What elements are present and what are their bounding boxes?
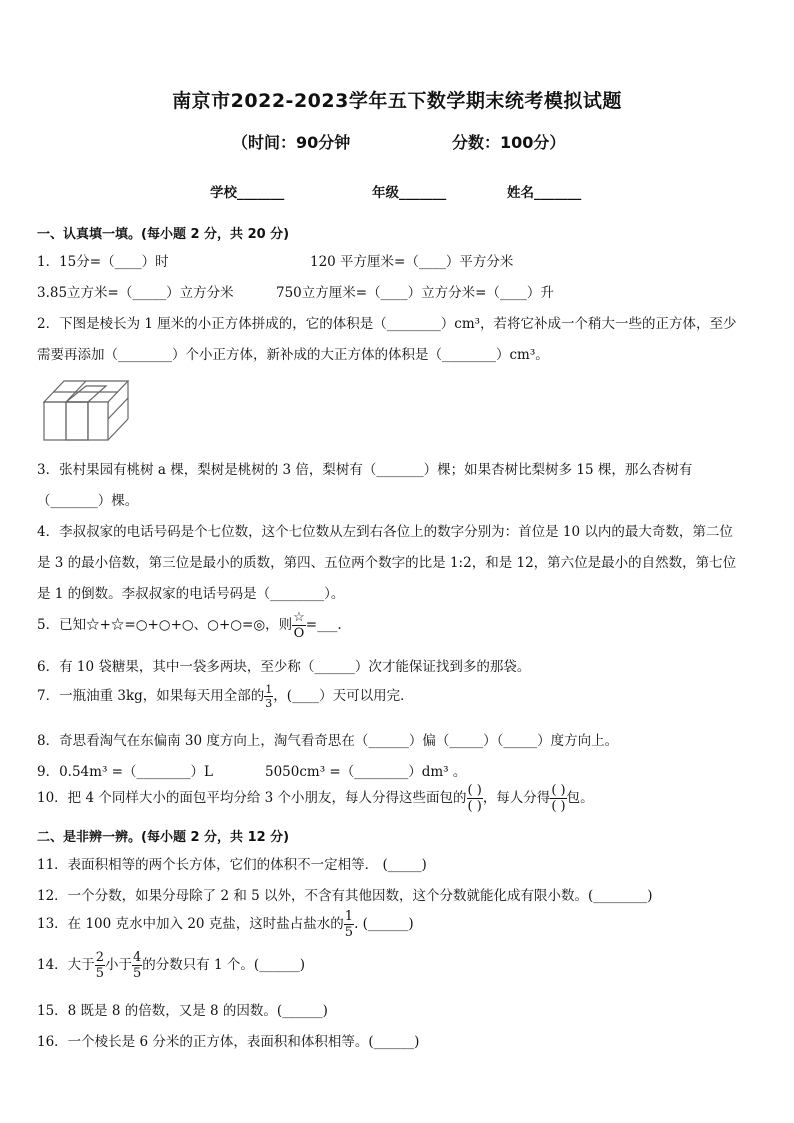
blank-fraction-1[interactable]: $\frac{( )}{( )}$ bbox=[467, 783, 482, 814]
question-2-line2: 需要再添加（________）个小正方体，新补成的大正方体的体积是（________）cm³。 bbox=[37, 347, 549, 363]
question-9b: 5050cm³ =（________）dm³ 。 bbox=[265, 764, 467, 780]
one-fifth-fraction: $\frac{1}{5}$ bbox=[344, 909, 354, 940]
question-8: 8．奇思看淘气在东偏南 30 度方向上，淘气看奇思在（______）偏（_____）（_____）度方向上。 bbox=[37, 733, 619, 749]
cube-stack-figure bbox=[40, 376, 136, 444]
question-1b: 120 平方厘米=（____）平方分米 bbox=[310, 254, 514, 270]
question-1c: 3.85立方米=（_____）立方分米 bbox=[37, 285, 234, 301]
page-title: 南京市2022-2023学年五下数学期末统考模拟试题 bbox=[172, 90, 622, 112]
question-16: 16．一个棱长是 6 分米的正方体，表面积和体积相等。(______) bbox=[37, 1034, 420, 1050]
question-4-line1: 4．李叔叔家的电话号码是个七位数，这个七位数从左到右各位上的数字分别为：首位是 10 以内的最大奇数，第二位 bbox=[37, 524, 733, 540]
exam-score: 分数：100分） bbox=[452, 133, 566, 152]
question-3-line1: 3．张村果园有桃树 a 棵，梨树是桃树的 3 倍，梨树有（_______）棵；如果杏树比梨树多 15 棵，那么杏树有 bbox=[37, 462, 693, 478]
question-13: 13．在 100 克水中加入 20 克盐，这时盐占盐水的 $\frac{1}{5}$ . (______) bbox=[37, 909, 414, 940]
question-9a: 9．0.54m³ =（________）L bbox=[37, 764, 213, 780]
question-5: 5．已知☆+☆=○+○+○、○+○=◎，则 $\frac{☆}{O}$ =___. bbox=[37, 610, 342, 641]
question-4-line3: 是 1 的倒数。李叔叔家的电话号码是（________）。 bbox=[37, 586, 345, 602]
question-11: 11．表面积相等的两个长方体，它们的体积不一定相等． (_____) bbox=[37, 857, 427, 873]
school-field[interactable]: 学校_______ bbox=[210, 185, 285, 201]
four-fifths-fraction: $\frac{4}{5}$ bbox=[132, 950, 142, 981]
name-field[interactable]: 姓名_______ bbox=[507, 185, 582, 201]
question-12: 12．一个分数，如果分母除了 2 和 5 以外，不含有其他因数，这个分数就能化成有限小数。(________) bbox=[37, 888, 653, 904]
star-over-circle-fraction: $\frac{☆}{O}$ bbox=[293, 610, 305, 641]
blank-fraction-2[interactable]: $\frac{( )}{( )}$ bbox=[551, 783, 566, 814]
grade-field[interactable]: 年级_______ bbox=[372, 185, 447, 201]
question-10: 10．把 4 个同样大小的面包平均分给 3 个小朋友，每人分得这些面包的 $\frac{( )}{( )}$ ，每人分得 $\frac{( )}{( )}$ 包。 bbox=[37, 783, 594, 814]
question-3-line2: （_______）棵。 bbox=[37, 493, 139, 509]
exam-time: （时间：90分钟 bbox=[232, 133, 351, 152]
question-5-text: 5．已知☆+☆=○+○+○、○+○=◎，则 bbox=[37, 617, 293, 633]
question-7: 7．一瓶油重 3kg，如果每天用全部的 $\frac{1}{3}$ ，(____）天可以用完． bbox=[37, 683, 414, 710]
two-fifths-fraction: $\frac{2}{5}$ bbox=[95, 950, 104, 981]
question-14: 14．大于 $\frac{2}{5}$ 小于 $\frac{4}{5}$ 的分数只有 1 个。(______) bbox=[37, 950, 305, 981]
question-6: 6．有 10 袋糖果，其中一袋多两块，至少称（______）次才能保证找到多的那袋。 bbox=[37, 659, 531, 675]
question-1a: 1．15分=（____）时 bbox=[37, 254, 169, 270]
question-4-line2: 是 3 的最小倍数，第三位是最小的质数，第四、五位两个数字的比是 1:2，和是 12，第六位是最小的自然数，第七位 bbox=[37, 555, 737, 571]
one-third-fraction: $\frac{1}{3}$ bbox=[265, 683, 273, 710]
question-1d: 750立方厘米=（____）立方分米=（____）升 bbox=[276, 285, 554, 301]
question-2-line1: 2．下图是棱长为 1 厘米的小正方体拼成的，它的体积是（________）cm³，若将它补成一个稍大一些的正方体，至少 bbox=[37, 316, 737, 332]
question-15: 15．8 既是 8 的倍数，又是 8 的因数。(______) bbox=[37, 1003, 328, 1019]
section1-heading: 一、认真填一填。(每小题 2 分，共 20 分) bbox=[37, 227, 290, 242]
section2-heading: 二、是非辨一辨。(每小题 2 分，共 12 分) bbox=[37, 830, 290, 845]
